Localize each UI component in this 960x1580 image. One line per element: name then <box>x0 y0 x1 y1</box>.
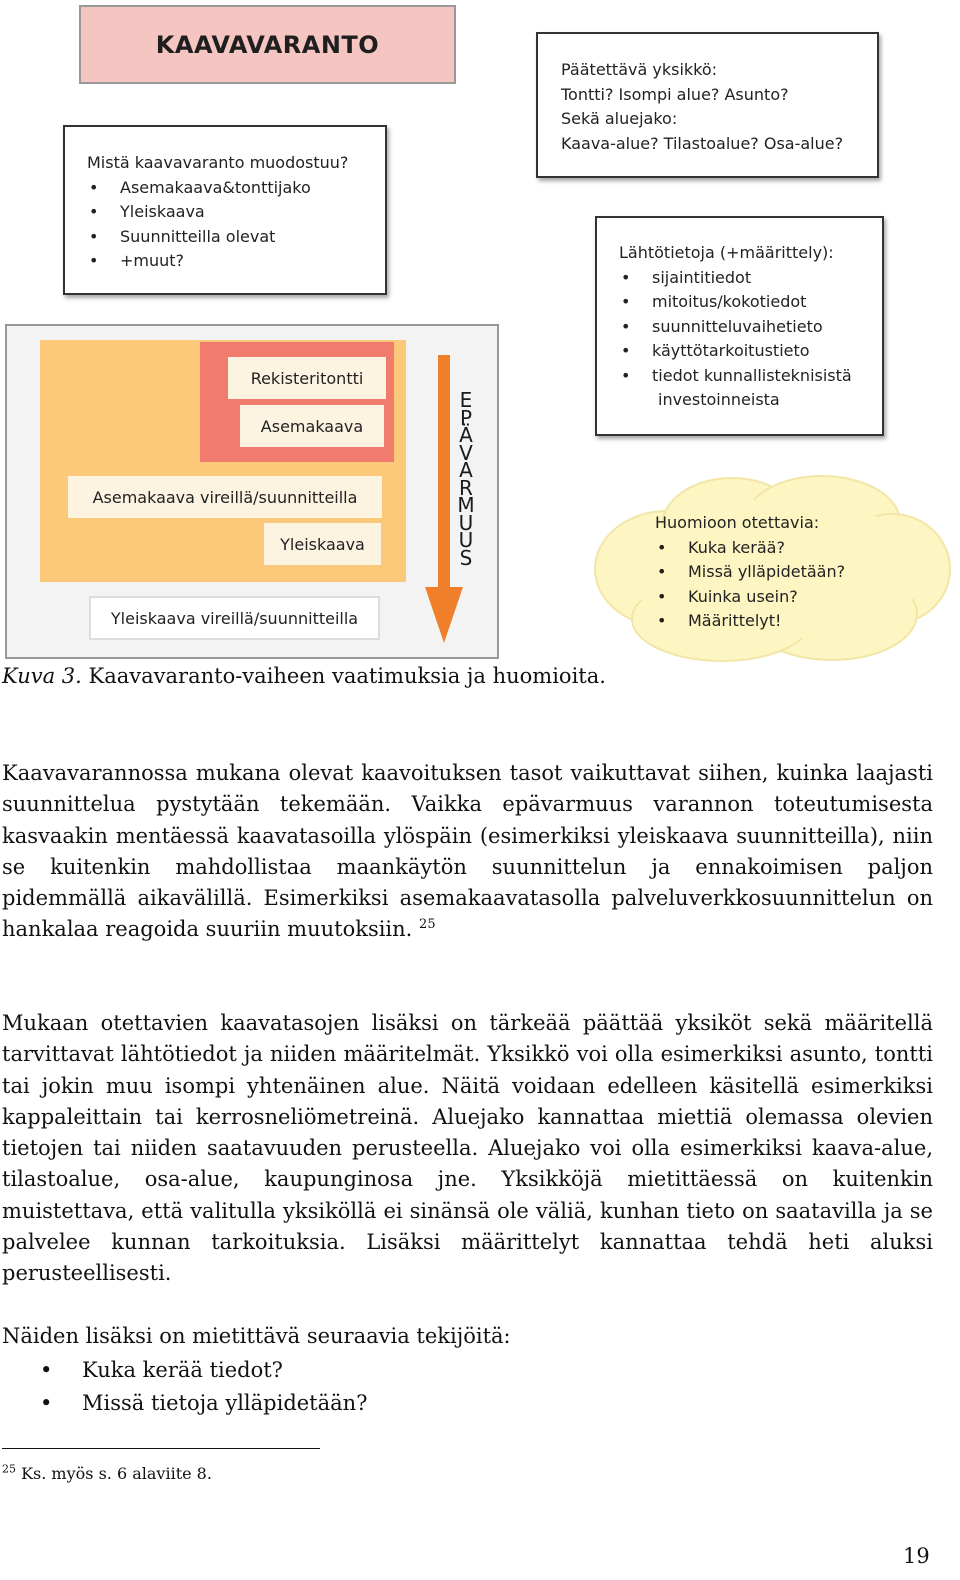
arrow-letter: S <box>459 545 473 570</box>
paragraph-1 <box>2 758 933 946</box>
cloud-item: • Kuinka usein? <box>655 585 845 610</box>
arrow-letter: E <box>459 388 473 412</box>
data-box-item: • suunnitteluvaihetieto <box>619 315 882 340</box>
paragraph-2: Mukaan otettavien kaavatasojen lisäksi on tärkeää päättää yksiköt sekä määritellä tarvittavat lähtötiedot ja niiden määritelmät. Yksikkö voi olla esimerkiksi asunto, tontti tai jokin muu isompi yhtenäinen alue. Näitä voidaan edelleen käsitellä esimerkiksi kappaleittain tai kerrosneliömetreinä. Aluejako kannattaa miettiä olemassa olevien tietojen tai niiden saatavuuden perusteella. Aluejako voi olla esimerkiksi kaava-alue, tilastoalue, osa-alue, kaupunginosa jne. Yksikköjä mietittäessä on kuitenkin muistettava, että valitulla yksiköllä ei sinänsä ole väliä, kunhan tieto on saatavilla ja se palvelee kunnan tarkoituksia. Lisäksi määrittelyt kannattaa tehdä heti aluksi perusteellisesti. <box>2 1011 933 1286</box>
source-box <box>63 125 387 295</box>
unit-box-line: Päätettävä yksikkö: <box>561 60 718 79</box>
footnote-text: Ks. myös s. 6 alaviite 8. <box>21 1464 212 1483</box>
tier-label-asemakaava: Asemakaava <box>240 405 384 447</box>
cloud-item: • Määrittelyt! <box>655 609 845 634</box>
unit-box-line: Tontti? Isompi alue? Asunto? <box>561 84 789 104</box>
cloud-text <box>655 511 845 634</box>
arrow-letter: P <box>459 405 473 430</box>
data-box-list <box>619 266 882 413</box>
source-box-heading: Mistä kaavavaranto muodostuu? <box>87 153 349 172</box>
source-box-item: • Yleiskaava <box>87 200 385 225</box>
page-number: 19 <box>903 1544 930 1568</box>
source-box-item: • Suunnitteilla olevat <box>87 225 385 250</box>
source-box-item: • +muut? <box>87 249 385 274</box>
caption-label: Kuva 3. <box>2 664 82 688</box>
cloud-item: • Kuka kerää? <box>655 536 845 561</box>
arrow-letter: A <box>459 458 473 482</box>
footnote-divider <box>2 1448 320 1449</box>
arrow-letter: V <box>459 440 473 465</box>
unit-box <box>536 32 879 178</box>
footnote-ref[interactable]: 25 <box>419 917 436 933</box>
tier-label-yleiskaava-vireilla: Yleiskaava vireillä/suunnitteilla <box>89 596 380 640</box>
data-box-heading: Lähtötietoja (+määrittely): <box>619 243 834 262</box>
tier-label-yleiskaava: Yleiskaava <box>264 523 381 565</box>
footnote-number: 25 <box>2 1462 16 1476</box>
arrow-letter: R <box>459 475 473 500</box>
epavarmuus-vertical-label <box>453 388 479 570</box>
paragraph-3: Näiden lisäksi on mietittävä seuraavia tekijöitä: <box>2 1324 511 1348</box>
data-box-item: • mitoitus/kokotiedot <box>619 290 882 315</box>
caption-text: Kaavavaranto-vaiheen vaatimuksia ja huomioita. <box>88 664 606 688</box>
footnote <box>2 1464 212 1483</box>
bullet-list <box>40 1354 367 1420</box>
figure-title-box <box>79 5 456 84</box>
tier-label-asemakaava-vireilla: Asemakaava vireillä/suunnitteilla <box>68 476 382 518</box>
figure-caption <box>2 664 606 688</box>
unit-box-line: Kaava-alue? Tilastoalue? Osa-alue? <box>561 133 844 153</box>
data-box-item: • sijaintitiedot <box>619 266 882 291</box>
list-item: • Missä tietoja ylläpidetään? <box>40 1387 367 1420</box>
arrow-letter: U <box>458 528 474 552</box>
arrow-letter: Ä <box>459 423 473 447</box>
source-box-item: • Asemakaava&tonttijako <box>87 176 385 201</box>
cloud-heading: Huomioon otettavia: <box>655 513 820 532</box>
data-box-item: • käyttötarkoitustieto <box>619 339 882 364</box>
arrow-letter: M <box>457 493 475 517</box>
figure-title: KAAVAVARANTO <box>155 30 380 59</box>
cloud-item: • Missä ylläpidetään? <box>655 560 845 585</box>
data-box-item: • tiedot kunnallisteknisistä <box>619 364 882 389</box>
unit-box-line: Sekä aluejako: <box>561 109 678 128</box>
data-box <box>595 216 884 436</box>
data-box-item-continuation: investoinneista <box>658 390 780 409</box>
source-box-list <box>87 176 385 274</box>
paragraph-1-text: Kaavavarannossa mukana olevat kaavoituksen tasot vaikuttavat siihen, kuinka laajasti suunnittelua pystytään tekemään. Vaikka epävarmuus varannon toteutumisesta kasvaakin mentäessä kaavatasoilla ylöspäin (esimerkiksi yleiskaava suunnitteilla), niin se kuitenkin mahdollistaa maankäytön suunnittelun ja ennakoimisen paljon pidemmällä aikavälillä. Esimerkiksi asemakaavatasolla palveluverkkosuunnittelun on hankalaa reagoida suuriin muutoksiin. <box>2 761 933 942</box>
arrow-letter: U <box>458 510 474 535</box>
tier-label-rekisteritontti: Rekisteritontti <box>228 357 386 399</box>
cloud-list <box>655 536 845 634</box>
list-item: • Kuka kerää tiedot? <box>40 1354 367 1387</box>
